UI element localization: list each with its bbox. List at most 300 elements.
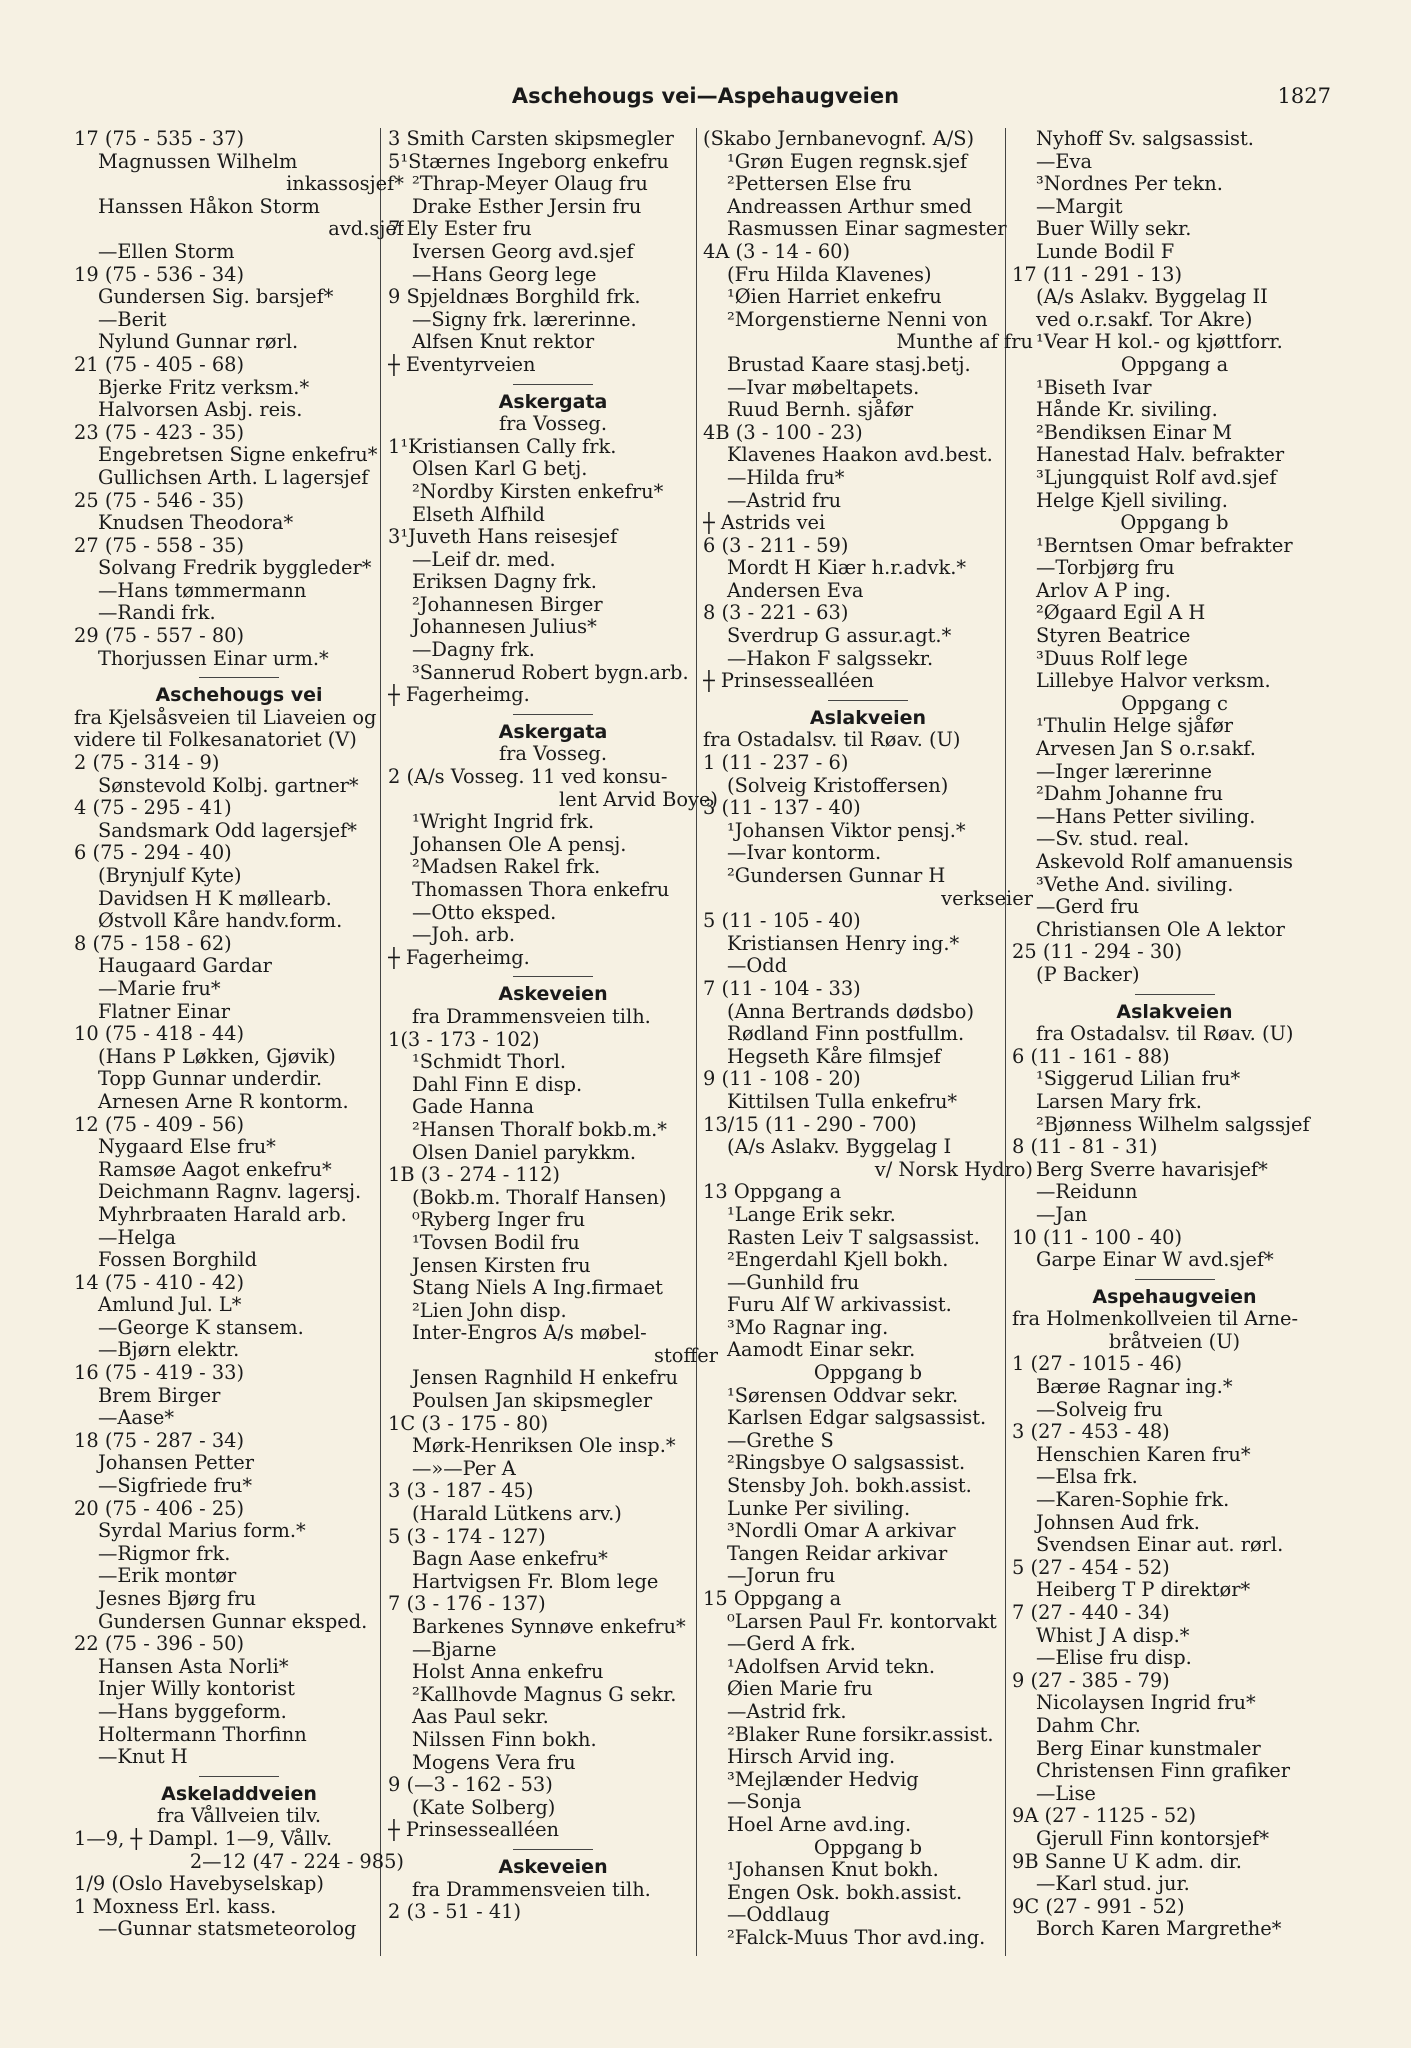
directory-entry: 6 (3 - 211 - 59) (703, 534, 849, 557)
directory-entry: 1 (11 - 237 - 6) (703, 752, 849, 775)
directory-entry: Lillebye Halvor verksm. (1036, 670, 1271, 693)
directory-entry: 1B (3 - 274 - 112) (388, 1164, 560, 1187)
directory-entry: —Ellen Storm (98, 240, 235, 263)
directory-entry: —Erik montør (98, 1565, 237, 1588)
directory-entry: 7 Ely Ester fru (388, 218, 532, 241)
directory-entry: ²Bendiksen Einar M (1036, 421, 1233, 444)
directory-entry: 3 (27 - 453 - 48) (1012, 1421, 1170, 1444)
directory-entry: Gullichsen Arth. L lagersjef (98, 466, 369, 489)
directory-entry: fra Holmenkollveien til Arne- (1012, 1308, 1299, 1331)
directory-entry: —Sonja (727, 1791, 802, 1814)
directory-entry: —Sv. stud. real. (1036, 828, 1190, 851)
directory-entry: 20 (75 - 406 - 25) (74, 1497, 245, 1520)
page-header (0, 84, 1411, 114)
directory-entry: 5 (27 - 454 - 52) (1012, 1556, 1170, 1579)
directory-entry: 12 (75 - 409 - 56) (74, 1113, 245, 1136)
street-heading: Aslakveien (809, 706, 927, 729)
directory-entry: —Karen-Sophie frk. (1036, 1489, 1230, 1512)
directory-entry: ³Mejlænder Hedvig (727, 1768, 919, 1791)
directory-entry: 25 (11 - 294 - 30) (1012, 941, 1183, 964)
directory-entry: Johannesen Julius* (412, 616, 597, 639)
directory-entry: Johnsen Aud frk. (1036, 1511, 1200, 1534)
directory-entry: Ruud Bernh. sjåfør (727, 399, 914, 422)
directory-entry: ³Nordli Omar A arkivar (727, 1520, 956, 1543)
directory-entry: fra Ostadalsv. til Røav. (U) (703, 729, 961, 752)
directory-entry: ┼ Prinsessealléen (388, 1819, 560, 1842)
directory-entry: ²Morgenstierne Nenni von (727, 308, 988, 331)
directory-entry: (Harald Lütkens arv.) (412, 1503, 622, 1526)
directory-entry: ²Lien John disp. (412, 1299, 567, 1322)
directory-entry: 25 (75 - 546 - 35) (74, 489, 245, 512)
directory-entry: Deichmann Ragnv. lagersj. (98, 1181, 362, 1204)
directory-entry: —Elise fru disp. (1036, 1647, 1192, 1670)
directory-entry: 1(3 - 173 - 102) (388, 1028, 540, 1051)
directory-entry: 8 (11 - 81 - 31) (1012, 1136, 1158, 1159)
section-divider (1012, 987, 1337, 1001)
directory-entry: Whist J A disp.* (1036, 1624, 1190, 1647)
directory-entry: 9 (11 - 108 - 20) (703, 1068, 861, 1091)
directory-entry: Berg Einar kunstmaler (1036, 1737, 1261, 1760)
directory-entry: —Aase* (98, 1407, 175, 1430)
directory-entry: ¹Wright Ingrid frk. (412, 811, 595, 834)
directory-entry: 27 (75 - 558 - 35) (74, 534, 245, 557)
directory-entry: ²Ringsbye O salgsassist. (727, 1452, 966, 1475)
directory-entry: ²Engerdahl Kjell bokh. (727, 1249, 949, 1272)
directory-entry: Injer Willy kontorist (98, 1678, 295, 1701)
directory-entry: ¹Johansen Viktor pensj.* (727, 819, 966, 842)
directory-entry: Syrdal Marius form.* (98, 1520, 306, 1543)
directory-entry: 7 (3 - 176 - 137) (388, 1593, 546, 1616)
page-number: 1827 (1277, 84, 1331, 108)
directory-entry: Holtermann Thorfinn (98, 1723, 307, 1746)
directory-entry: ²Øgaard Egil A H (1036, 602, 1206, 625)
directory-entry: Hoel Arne avd.ing. (727, 1813, 912, 1836)
directory-entry: —Lise (1036, 1782, 1096, 1805)
directory-entry: Hansen Asta Norli* (98, 1655, 289, 1678)
directory-entry: Mordt H Kiær h.r.advk.* (727, 557, 967, 580)
directory-entry: —Jan (1036, 1203, 1088, 1226)
directory-entry: —Hans tømmermann (98, 579, 307, 602)
directory-entry: Bjerke Fritz verksm.* (98, 376, 310, 399)
directory-entry: ¹Grøn Eugen regnsk.sjef (727, 150, 968, 173)
directory-entry: 3¹Juveth Hans reisesjef (388, 526, 618, 549)
directory-entry: inkassosjef* (286, 173, 404, 196)
directory-entry: —Gerd A frk. (727, 1633, 856, 1656)
street-heading: Askeladdveien (161, 1782, 317, 1805)
directory-entry: ²Falck-Muus Thor avd.ing. (727, 1926, 986, 1949)
directory-entry: fra Vosseg. (498, 413, 608, 436)
directory-column-1 (74, 128, 404, 1941)
directory-entry: —Hilda fru* (727, 466, 845, 489)
directory-entry: 3 (3 - 187 - 45) (388, 1480, 534, 1503)
directory-entry: 1C (3 - 175 - 80) (388, 1412, 549, 1435)
directory-entry: ²Pettersen Else fru (727, 173, 912, 196)
directory-entry: verkseier (941, 887, 1033, 910)
directory-entry: (Hans P Løkken, Gjøvik) (98, 1045, 336, 1068)
directory-entry: Oppgang b (1120, 512, 1229, 535)
directory-entry: —Eva (1036, 150, 1093, 173)
directory-entry: ²Thrap-Meyer Olaug fru (412, 173, 648, 196)
directory-entry: Buer Willy sekr. (1036, 218, 1192, 241)
directory-column-3 (703, 128, 1033, 1950)
directory-entry: Topp Gunnar underdir. (98, 1068, 323, 1091)
directory-entry: —Randi frk. (98, 602, 216, 625)
directory-entry: ²Kallhovde Magnus G sekr. (412, 1683, 677, 1706)
directory-entry: 5¹Stærnes Ingeborg enkefru (388, 150, 669, 173)
directory-entry: fra Ostadalsv. til Røav. (U) (1036, 1023, 1294, 1046)
directory-entry: Karlsen Edgar salgsassist. (727, 1407, 987, 1430)
directory-entry: Rødland Finn postfullm. (727, 1023, 965, 1046)
directory-entry: fra Vållveien tilv. (156, 1805, 322, 1828)
directory-entry: ┼ Prinsessealléen (703, 670, 875, 693)
directory-entry: Hanssen Håkon Storm (98, 195, 320, 218)
directory-entry: ┼ Eventyrveien (388, 353, 536, 376)
directory-entry: Sverdrup G assur.agt.* (727, 625, 952, 648)
directory-entry: ¹Lange Erik sekr. (727, 1203, 896, 1226)
directory-entry: Arlov A P ing. (1036, 579, 1171, 602)
directory-entry: Ramsøe Aagot enkefru* (98, 1158, 332, 1181)
directory-entry: 1 (27 - 1015 - 46) (1012, 1353, 1183, 1376)
directory-entry: Amlund Jul. L* (98, 1294, 242, 1317)
section-divider (74, 1769, 404, 1783)
directory-entry: Garpe Einar W avd.sjef* (1036, 1249, 1274, 1272)
directory-entry: Poulsen Jan skipsmegler (412, 1390, 653, 1413)
directory-entry: Engebretsen Signe enkefru* (98, 444, 378, 467)
directory-entry: —Berit (98, 308, 167, 331)
directory-entry: ³Sannerud Robert bygn.arb. (412, 661, 689, 684)
directory-entry: Heiberg T P direktør* (1036, 1579, 1251, 1602)
directory-entry: Sandsmark Odd lagersjef* (98, 819, 357, 842)
section-divider (388, 1842, 718, 1856)
directory-entry: 7 (11 - 104 - 33) (703, 977, 861, 1000)
directory-entry: Hanestad Halv. befrakter (1036, 444, 1285, 467)
directory-entry: 21 (75 - 405 - 68) (74, 353, 245, 376)
directory-entry: Berg Sverre havarisjef* (1036, 1158, 1268, 1181)
directory-entry: ²Gundersen Gunnar H (727, 865, 946, 887)
directory-entry: ³Vethe And. siviling. (1036, 873, 1234, 896)
directory-entry: 4 (75 - 295 - 41) (74, 797, 232, 820)
directory-entry: Øien Marie fru (727, 1678, 873, 1701)
directory-entry: Johansen Ole A pensj. (412, 833, 627, 856)
directory-entry: ²Madsen Rakel frk. (412, 856, 601, 879)
directory-entry: 8 (3 - 221 - 63) (703, 602, 849, 625)
directory-entry: 9 (27 - 385 - 79) (1012, 1669, 1170, 1692)
directory-entry: —Marie fru* (98, 977, 221, 1000)
directory-entry: 10 (75 - 418 - 44) (74, 1023, 245, 1046)
directory-entry: v/ Norsk Hydro) (874, 1158, 1033, 1181)
directory-entry: Henschien Karen fru* (1036, 1443, 1251, 1466)
directory-entry: —Gerd fru (1036, 896, 1140, 919)
directory-entry: Gjerull Finn kontorsjef* (1036, 1827, 1270, 1850)
directory-entry: —Leif dr. med. (412, 548, 556, 571)
directory-entry: ¹Berntsen Omar befrakter (1036, 534, 1293, 557)
directory-entry: 9B Sanne U K adm. dir. (1012, 1850, 1242, 1873)
directory-entry: —Signy frk. lærerinne. (412, 308, 637, 331)
directory-entry: Oppgang c (1121, 692, 1228, 715)
directory-entry: ¹Adolfsen Arvid tekn. (727, 1655, 935, 1678)
directory-entry: (Brynjulf Kyte) (98, 865, 242, 887)
directory-entry: (A/s Aslakv. Byggelag II (1036, 286, 1268, 309)
directory-entry: Furu Alf W arkivassist. (727, 1294, 952, 1317)
directory-entry: Iversen Georg avd.sjef (412, 240, 634, 263)
street-heading: Askergata (498, 390, 608, 413)
directory-entry: —Jorun fru (727, 1565, 836, 1588)
directory-entry: ¹Thulin Helge sjåfør (1036, 715, 1234, 738)
directory-entry: 8 (75 - 158 - 62) (74, 932, 232, 955)
street-heading: Aschehougs vei (155, 684, 323, 707)
directory-entry: —Joh. arb. (412, 924, 516, 947)
directory-entry: fra Vosseg. (498, 743, 608, 766)
directory-entry: Andersen Eva (727, 579, 864, 602)
section-divider (74, 670, 404, 684)
directory-entry: Jesnes Bjørg fru (98, 1588, 256, 1610)
directory-entry: ³Mo Ragnar ing. (727, 1316, 889, 1339)
directory-entry: —Dagny frk. (412, 639, 535, 662)
directory-entry: Aas Paul sekr. (412, 1706, 549, 1729)
directory-entry: Kristiansen Henry ing.* (727, 932, 960, 955)
directory-entry: Munthe af fru (896, 331, 1033, 354)
directory-entry: 22 (75 - 396 - 50) (74, 1633, 245, 1656)
directory-entry: stoffer (654, 1344, 718, 1367)
directory-entry: Bagn Aase enkefru* (412, 1548, 608, 1571)
directory-entry: —Otto eksped. (412, 901, 557, 924)
directory-entry: 2—12 (47 - 224 - 985) (189, 1850, 404, 1873)
directory-entry: Inter-Engros A/s møbel- (412, 1322, 647, 1345)
directory-entry: Hegseth Kåre filmsjef (727, 1045, 941, 1068)
directory-entry: Myhrbraaten Harald arb. (98, 1203, 347, 1226)
directory-entry: Larsen Mary frk. (1036, 1090, 1202, 1113)
running-title: Aschehougs vei—Aspehaugveien (511, 84, 900, 108)
directory-entry: Mogens Vera fru (412, 1751, 576, 1774)
directory-entry: ┼ Fagerheimg. (388, 946, 530, 969)
directory-entry: ³Nordnes Per tekn. (1036, 173, 1223, 196)
directory-entry: Borch Karen Margrethe* (1036, 1918, 1282, 1941)
directory-entry: Jensen Kirsten fru (412, 1254, 591, 1277)
directory-entry: lent Arvid Boye) (558, 788, 718, 811)
section-divider (388, 707, 718, 721)
directory-entry: —Oddlaug (727, 1904, 830, 1927)
directory-entry: Stang Niels A Ing.firmaet (412, 1277, 663, 1300)
directory-column-4 (1012, 128, 1337, 1941)
directory-entry: Andreassen Arthur smed (727, 195, 972, 218)
directory-entry: Nyhoff Sv. salgsassist. (1036, 128, 1254, 150)
directory-entry: 1/9 (Oslo Havebyselskap) (74, 1873, 324, 1896)
directory-entry: videre til Folkesanatoriet (V) (74, 729, 357, 752)
directory-entry: avd.sjef (328, 218, 404, 241)
directory-entry: fra Kjelsåsveien til Liaveien og (74, 706, 377, 729)
directory-entry: —Grethe S (727, 1429, 834, 1452)
directory-entry: 17 (11 - 291 - 13) (1012, 263, 1183, 286)
directory-entry: ⁰Larsen Paul Fr. kontorvakt (727, 1610, 997, 1633)
directory-entry: Kittilsen Tulla enkefru* (727, 1090, 958, 1113)
directory-entry: Tangen Reidar arkivar (727, 1542, 948, 1565)
directory-entry: (Bokb.m. Thoralf Hansen) (412, 1186, 667, 1209)
directory-entry: Arnesen Arne R kontorm. (98, 1090, 349, 1113)
directory-entry: ²Bjønness Wilhelm salgssjef (1036, 1113, 1310, 1136)
directory-entry: (Kate Solberg) (412, 1796, 556, 1819)
directory-entry: 1—9, ┼ Dampl. 1—9, Vållv. (74, 1827, 333, 1850)
directory-entry: Bærøe Ragnar ing.* (1036, 1376, 1233, 1399)
section-divider (388, 969, 718, 983)
directory-entry: Gade Hanna (412, 1096, 535, 1119)
directory-entry: Hånde Kr. siviling. (1036, 399, 1218, 422)
directory-entry: Hartvigsen Fr. Blom lege (412, 1570, 659, 1593)
directory-entry: ¹Johansen Knut bokh. (727, 1859, 939, 1882)
directory-entry: (Skabo Jernbanevognf. A/S) (703, 128, 975, 150)
directory-entry: Lunde Bodil F (1036, 240, 1175, 263)
directory-entry: —Astrid frk. (727, 1700, 847, 1723)
directory-entry: Nylund Gunnar rørl. (98, 331, 299, 354)
directory-entry: 3 Smith Carsten skipsmegler (388, 128, 674, 150)
directory-entry: Stensby Joh. bokh.assist. (727, 1475, 972, 1498)
directory-entry: ²Hansen Thoralf bokb.m.* (412, 1118, 667, 1141)
directory-entry: —Torbjørg fru (1036, 557, 1175, 580)
directory-entry: —Helga (98, 1226, 176, 1249)
directory-entry: ┼ Astrids vei (703, 512, 826, 535)
directory-entry: Knudsen Theodora* (98, 512, 294, 535)
section-divider (388, 377, 718, 391)
directory-entry: Nicolaysen Ingrid fru* (1036, 1692, 1256, 1715)
directory-entry: —Gunnar statsmeteorolog (98, 1918, 357, 1941)
directory-entry: ┼ Fagerheimg. (388, 684, 530, 707)
street-heading: Aspehaugveien (1092, 1285, 1257, 1308)
directory-entry: 7 (27 - 440 - 34) (1012, 1602, 1170, 1624)
directory-entry: —Astrid fru (727, 489, 842, 512)
directory-entry: bråtveien (U) (1108, 1330, 1241, 1353)
directory-entry: ³Ljungquist Rolf avd.sjef (1036, 466, 1277, 489)
directory-entry: —Inger lærerinne (1036, 760, 1212, 783)
section-divider (1012, 1272, 1337, 1286)
directory-entry: 9A (27 - 1125 - 52) (1012, 1805, 1197, 1828)
directory-entry: Engen Osk. bokh.assist. (727, 1881, 963, 1904)
directory-column-2 (388, 128, 718, 1924)
directory-entry: Arvesen Jan S o.r.sakf. (1036, 738, 1256, 761)
directory-entry: Østvoll Kåre handv.form. (98, 910, 343, 933)
directory-entry: 6 (75 - 294 - 40) (74, 842, 232, 865)
directory-entry: Rasten Leiv T salgsassist. (727, 1226, 980, 1249)
directory-entry: Askevold Rolf amanuensis (1036, 851, 1293, 873)
directory-entry: 10 (11 - 100 - 40) (1012, 1226, 1183, 1249)
directory-entry: 2 (3 - 51 - 41) (388, 1901, 522, 1924)
directory-entry: ²Nordby Kirsten enkefru* (412, 480, 664, 503)
directory-entry: 14 (75 - 410 - 42) (74, 1271, 245, 1294)
street-heading: Aslakveien (1116, 1000, 1233, 1023)
directory-entry: Alfsen Knut rektor (412, 331, 595, 354)
directory-entry: Nilssen Finn bokh. (412, 1728, 597, 1751)
directory-entry: ³Duus Rolf lege (1036, 647, 1188, 670)
directory-entry: Barkenes Synnøve enkefru* (412, 1616, 686, 1638)
directory-entry: Klavenes Haakon avd.best. (727, 444, 993, 467)
directory-entry: —Ivar møbeltapets. (727, 376, 920, 399)
directory-entry: —Reidunn (1036, 1181, 1138, 1204)
directory-entry: Fossen Borghild (98, 1249, 258, 1272)
directory-entry: Brustad Kaare stasj.betj. (727, 353, 971, 376)
directory-entry: Davidsen H K møllearb. (98, 887, 332, 910)
directory-entry: 23 (75 - 423 - 35) (74, 421, 245, 444)
directory-entry: Thomassen Thora enkefru (412, 879, 670, 901)
directory-entry: Hirsch Arvid ing. (727, 1746, 896, 1769)
directory-entry: ¹Tovsen Bodil fru (412, 1231, 580, 1254)
directory-entry: Johansen Petter (98, 1452, 255, 1475)
directory-entry: Thorjussen Einar urm.* (98, 647, 329, 670)
directory-entry: Solvang Fredrik byggleder* (98, 557, 372, 580)
directory-entry: 18 (75 - 287 - 34) (74, 1429, 245, 1452)
directory-entry: 13/15 (11 - 290 - 700) (703, 1113, 917, 1136)
directory-entry: 13 Oppgang a (703, 1181, 842, 1204)
directory-entry: —Rigmor frk. (98, 1542, 231, 1565)
directory-entry: ⁰Ryberg Inger fru (412, 1209, 586, 1232)
directory-entry: Lunke Per siviling. (727, 1497, 911, 1520)
directory-entry: 9C (27 - 991 - 52) (1012, 1895, 1185, 1918)
directory-entry: —Sigfriede fru* (98, 1475, 253, 1498)
directory-entry: 4A (3 - 14 - 60) (703, 240, 851, 263)
directory-entry: 3 (11 - 137 - 40) (703, 797, 861, 820)
directory-entry: 15 Oppgang a (703, 1588, 842, 1610)
directory-entry: Svendsen Einar aut. rørl. (1036, 1534, 1284, 1557)
directory-entry: Gundersen Sig. barsjef* (98, 286, 334, 309)
directory-entry: ¹Biseth Ivar (1036, 376, 1152, 399)
directory-entry: Olsen Karl G betj. (412, 458, 588, 481)
directory-entry: Halvorsen Asbj. reis. (98, 399, 303, 422)
directory-entry: —Hans Petter siviling. (1036, 805, 1256, 828)
directory-entry: Sønstevold Kolbj. gartner* (98, 774, 359, 797)
directory-entry: 2 (A/s Vosseg. 11 ved konsu- (388, 766, 668, 789)
directory-entry: 4B (3 - 100 - 23) (703, 421, 863, 444)
directory-entry: 9 (—3 - 162 - 53) (388, 1774, 553, 1797)
directory-entry: 17 (75 - 535 - 37) (74, 128, 245, 150)
directory-entry: Nygaard Else fru* (98, 1136, 276, 1159)
directory-entry: 2 (75 - 314 - 9) (74, 752, 220, 775)
directory-entry: Gundersen Gunnar eksped. (98, 1610, 368, 1633)
directory-entry: —Hans Georg lege (412, 263, 597, 286)
directory-entry: Dahl Finn E disp. (412, 1073, 583, 1096)
directory-entry: 6 (11 - 161 - 88) (1012, 1045, 1170, 1068)
directory-entry: Flatner Einar (98, 1000, 231, 1023)
directory-entry: —Karl stud. jur. (1036, 1873, 1190, 1896)
street-heading: Askergata (498, 720, 608, 743)
directory-entry: Dahm Chr. (1036, 1714, 1141, 1737)
directory-entry: 29 (75 - 557 - 80) (74, 625, 245, 648)
directory-entry: ¹Vear H kol.- og kjøttforr. (1036, 331, 1283, 354)
directory-entry: —Gunhild fru (727, 1271, 860, 1294)
directory-entry: (Anna Bertrands dødsbo) (727, 1000, 975, 1023)
directory-entry: ¹Siggerud Lilian fru* (1036, 1068, 1241, 1091)
directory-entry: —Hakon F salgssekr. (727, 647, 934, 670)
directory-entry: —Knut H (98, 1746, 188, 1769)
directory-entry: ved o.r.sakf. Tor Akre) (1036, 308, 1253, 331)
directory-entry: 1 Moxness Erl. kass. (74, 1895, 277, 1918)
directory-entry: —Margit (1036, 195, 1123, 218)
directory-entry: —Hans byggeform. (98, 1700, 287, 1723)
directory-entry: Rasmussen Einar sagmester (727, 218, 1007, 241)
directory-entry: (A/s Aslakv. Byggelag I (727, 1136, 952, 1159)
directory-entry: Elseth Alfhild (412, 503, 545, 526)
directory-entry: ¹Sørensen Oddvar sekr. (727, 1384, 959, 1407)
directory-entry: ²Johannesen Birger (412, 593, 603, 616)
directory-entry: Christiansen Ole A lektor (1036, 918, 1285, 941)
directory-entry: Oppgang b (813, 1836, 923, 1859)
directory-entry: Oppgang a (1120, 353, 1229, 376)
directory-entry: 9 Spjeldnæs Borghild frk. (388, 286, 641, 309)
directory-entry: (Solveig Kristoffersen) (727, 774, 949, 797)
directory-entry: Brem Birger (98, 1384, 221, 1407)
directory-entry: —Odd (727, 955, 788, 978)
directory-entry: Styren Beatrice (1036, 625, 1191, 648)
directory-entry: ¹Øien Harriet enkefru (727, 286, 942, 309)
directory-entry: 5 (3 - 174 - 127) (388, 1525, 546, 1548)
directory-entry: Drake Esther Jersin fru (412, 195, 642, 218)
directory-entry: ¹Schmidt Thorl. (412, 1051, 567, 1074)
